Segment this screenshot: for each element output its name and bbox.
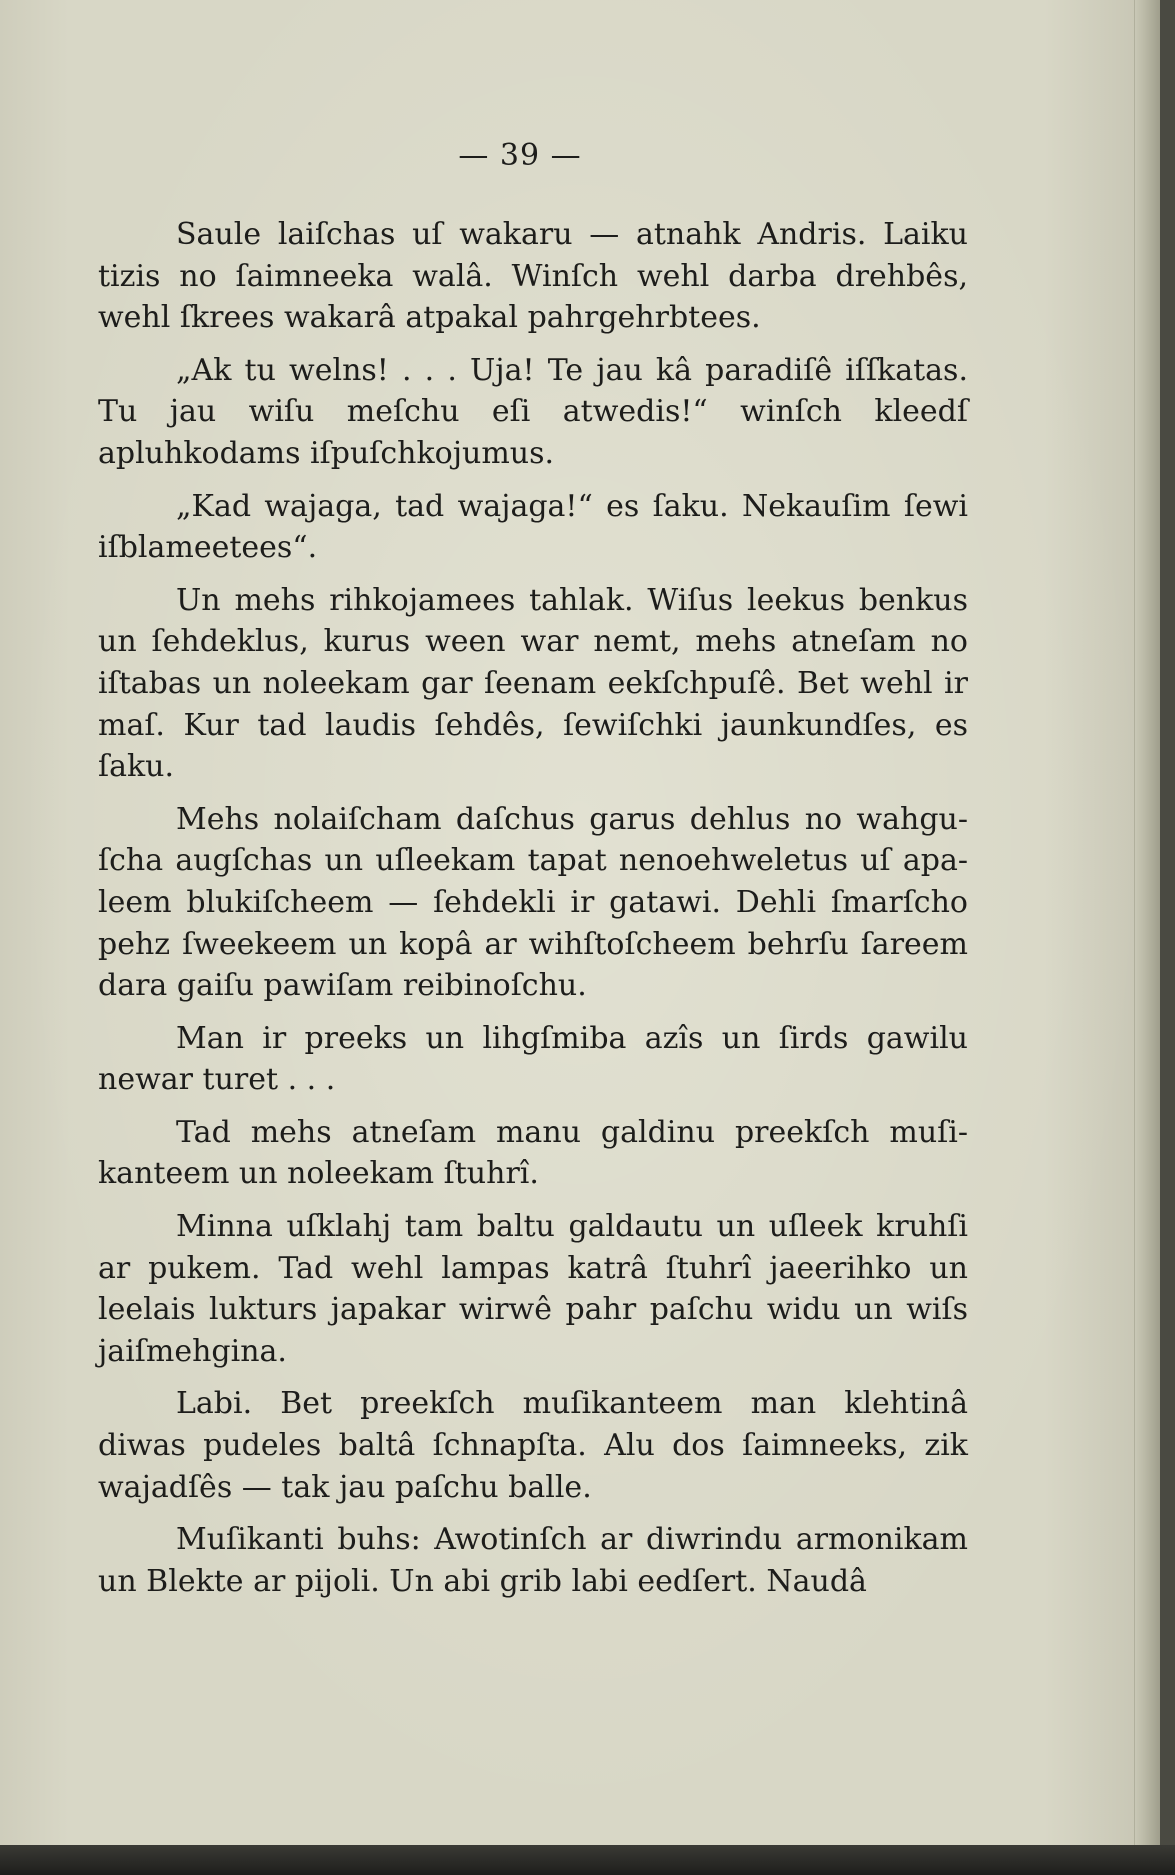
- paragraph: Labi. Bet preekſch muſikanteem man klehtinâ diwas pudeles baltâ ſchnapſta. Alu dos ſaimneeks, zik wajadſês — tak jau paſchu balle.: [98, 1386, 968, 1505]
- body-text: [98, 214, 968, 1602]
- paragraph: „Kad wajaga, tad wajaga!“ es ſaku. Nekauſim ſewi iſblameetees“.: [98, 488, 968, 566]
- paragraph: Saule laiſchas uſ wakaru — atnahk Andris. Laiku tizis no ſaimneeka walâ. Winſch wehl darba drehbês, wehl ſkrees wakarâ atpakal pahrgehrbtees.: [98, 217, 968, 336]
- paragraph: Mehs nolaiſcham daſchus garus dehlus no wahguſcha augſchas un uſleekam tapat nenoehweletus uſ apaleem blukiſcheem — ſehdekli ir gatawi. Dehli ſmarſcho pehz ſweekeem un kopâ ar wihſtoſcheem behrſu ſareem dara gaiſu pawiſam reibinoſchu.: [98, 801, 968, 1004]
- page-number: — 39 —: [458, 138, 582, 173]
- paragraph: Tad mehs atneſam manu galdinu preekſch muſikanteem un noleekam ſtuhrî.: [98, 1114, 968, 1192]
- paragraph: Minna uſklahj tam baltu galdautu un uſleek kruhſi ar pukem. Tad wehl lampas katrâ ſtuhrî jaeerihko un leelais lukturs japakar wirwê pahr paſchu widu un wiſs jaiſmehgina.: [98, 1209, 968, 1369]
- paragraph: „Ak tu welns! . . . Uja! Te jau kâ paradiſê iſſkatas. Tu jau wiſu meſchu eſi atwedis!“ winſch kleedſ apluhkodams iſpuſchkojumus.: [98, 352, 968, 471]
- paragraph: Man ir preeks un lihgſmiba azîs un ſirds gawilu newar turet . . .: [98, 1020, 968, 1098]
- page-gutter-edge: [1134, 0, 1160, 1845]
- paragraph: Muſikanti buhs: Awotinſch ar diwrindu armonikam un Blekte ar pijoli. Un abi grib labi eedſert. Naudâ: [98, 1522, 968, 1599]
- paragraph: Un mehs rihkojamees tahlak. Wiſus leekus benkus un ſehdeklus, kurus ween war nemt, mehs atneſam no iſtabas un noleekam gar ſeenam eekſchpuſê. Bet wehl ir maſ. Kur tad laudis ſehdês, ſewiſchki jaunkundſes, es ſaku.: [98, 582, 968, 785]
- scan-bottom-edge: [0, 1845, 1175, 1875]
